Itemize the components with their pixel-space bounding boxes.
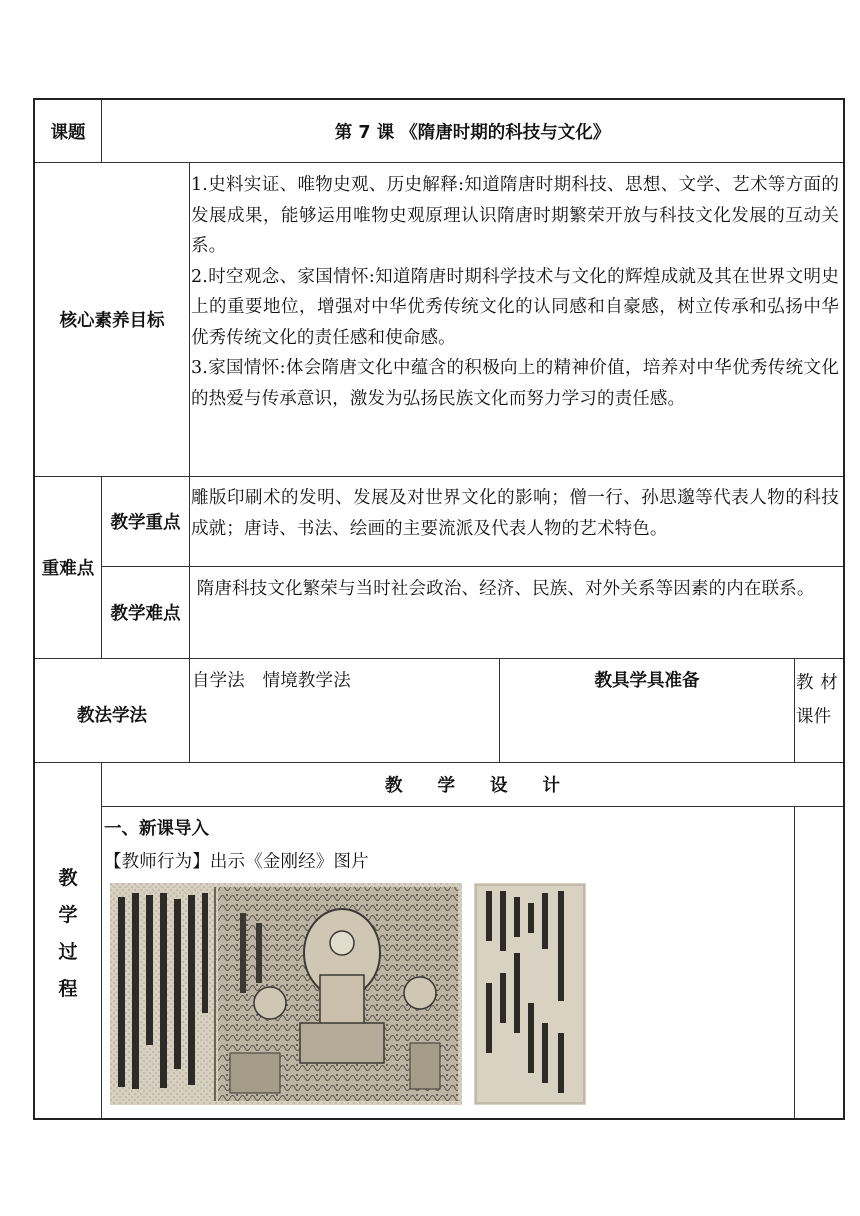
process-label-char: 学 <box>58 904 78 926</box>
section-title: 一、新课导入 <box>104 819 209 839</box>
diamond-sutra-frontispiece-image <box>110 883 462 1105</box>
col-divider <box>794 659 795 763</box>
tools-value: 教材课件 <box>796 673 838 727</box>
topic-label: 课题 <box>50 122 86 143</box>
process-label <box>35 860 101 1020</box>
col-divider <box>189 659 190 763</box>
col-divider <box>101 763 102 1118</box>
teacher-action: 【教师行为】出示《金刚经》图片 <box>104 852 369 872</box>
diamond-sutra-colophon-image <box>474 883 586 1105</box>
col-divider <box>794 807 795 1118</box>
difficulty-label: 重难点 <box>41 559 95 579</box>
hard-point-label: 教学难点 <box>110 604 181 624</box>
row-divider <box>101 806 843 807</box>
hard-point-text: 隋唐科技文化繁荣与当时社会政治、经济、民族、对外关系等因素的内在联系。 <box>191 579 815 599</box>
goal-item: 2.时空观念、家国情怀:知道隋唐时期科学技术与文化的辉煌成就及其在世界文明史上的重要地位，增强对中华优秀传统文化的认同感和自豪感，树立传承和弘扬中华优秀传统文化的责任感和使命感。 <box>191 266 839 348</box>
key-point-label: 教学重点 <box>110 513 181 533</box>
method-value: 自学法 情境教学法 <box>192 671 351 691</box>
key-point-text: 雕版印刷术的发明、发展及对世界文化的影响；僧一行、孙思邈等代表人物的科技成就；唐诗、书法、绘画的主要流派及代表人物的艺术特色。 <box>191 488 839 539</box>
goal-item: 1.史料实证、唯物史观、历史解释:知道隋唐时期科技、思想、文学、艺术等方面的发展成果，能够运用唯物史观原理认识隋唐时期繁荣开放与科技文化发展的互动关系。 <box>191 175 839 256</box>
row-divider <box>101 566 843 567</box>
method-label: 教法学法 <box>77 706 147 726</box>
goals-text <box>191 170 839 475</box>
process-label-char: 程 <box>58 978 78 1000</box>
col-divider <box>189 163 190 659</box>
goal-item: 3.家国情怀:体会隋唐文化中蕴含的积极向上的精神价值，培养对中华优秀传统文化的热爱与传承意识，激发为弘扬民族文化而努力学习的责任感。 <box>191 358 839 409</box>
lesson-title: 第 7 课 《隋唐时期的科技与文化》 <box>334 122 611 143</box>
process-label-char: 教 <box>58 867 78 889</box>
process-label-char: 过 <box>58 941 78 963</box>
goals-label: 核心素养目标 <box>59 311 165 331</box>
design-title: 教 学 设 计 <box>385 776 560 796</box>
tools-label: 教具学具准备 <box>594 671 700 691</box>
